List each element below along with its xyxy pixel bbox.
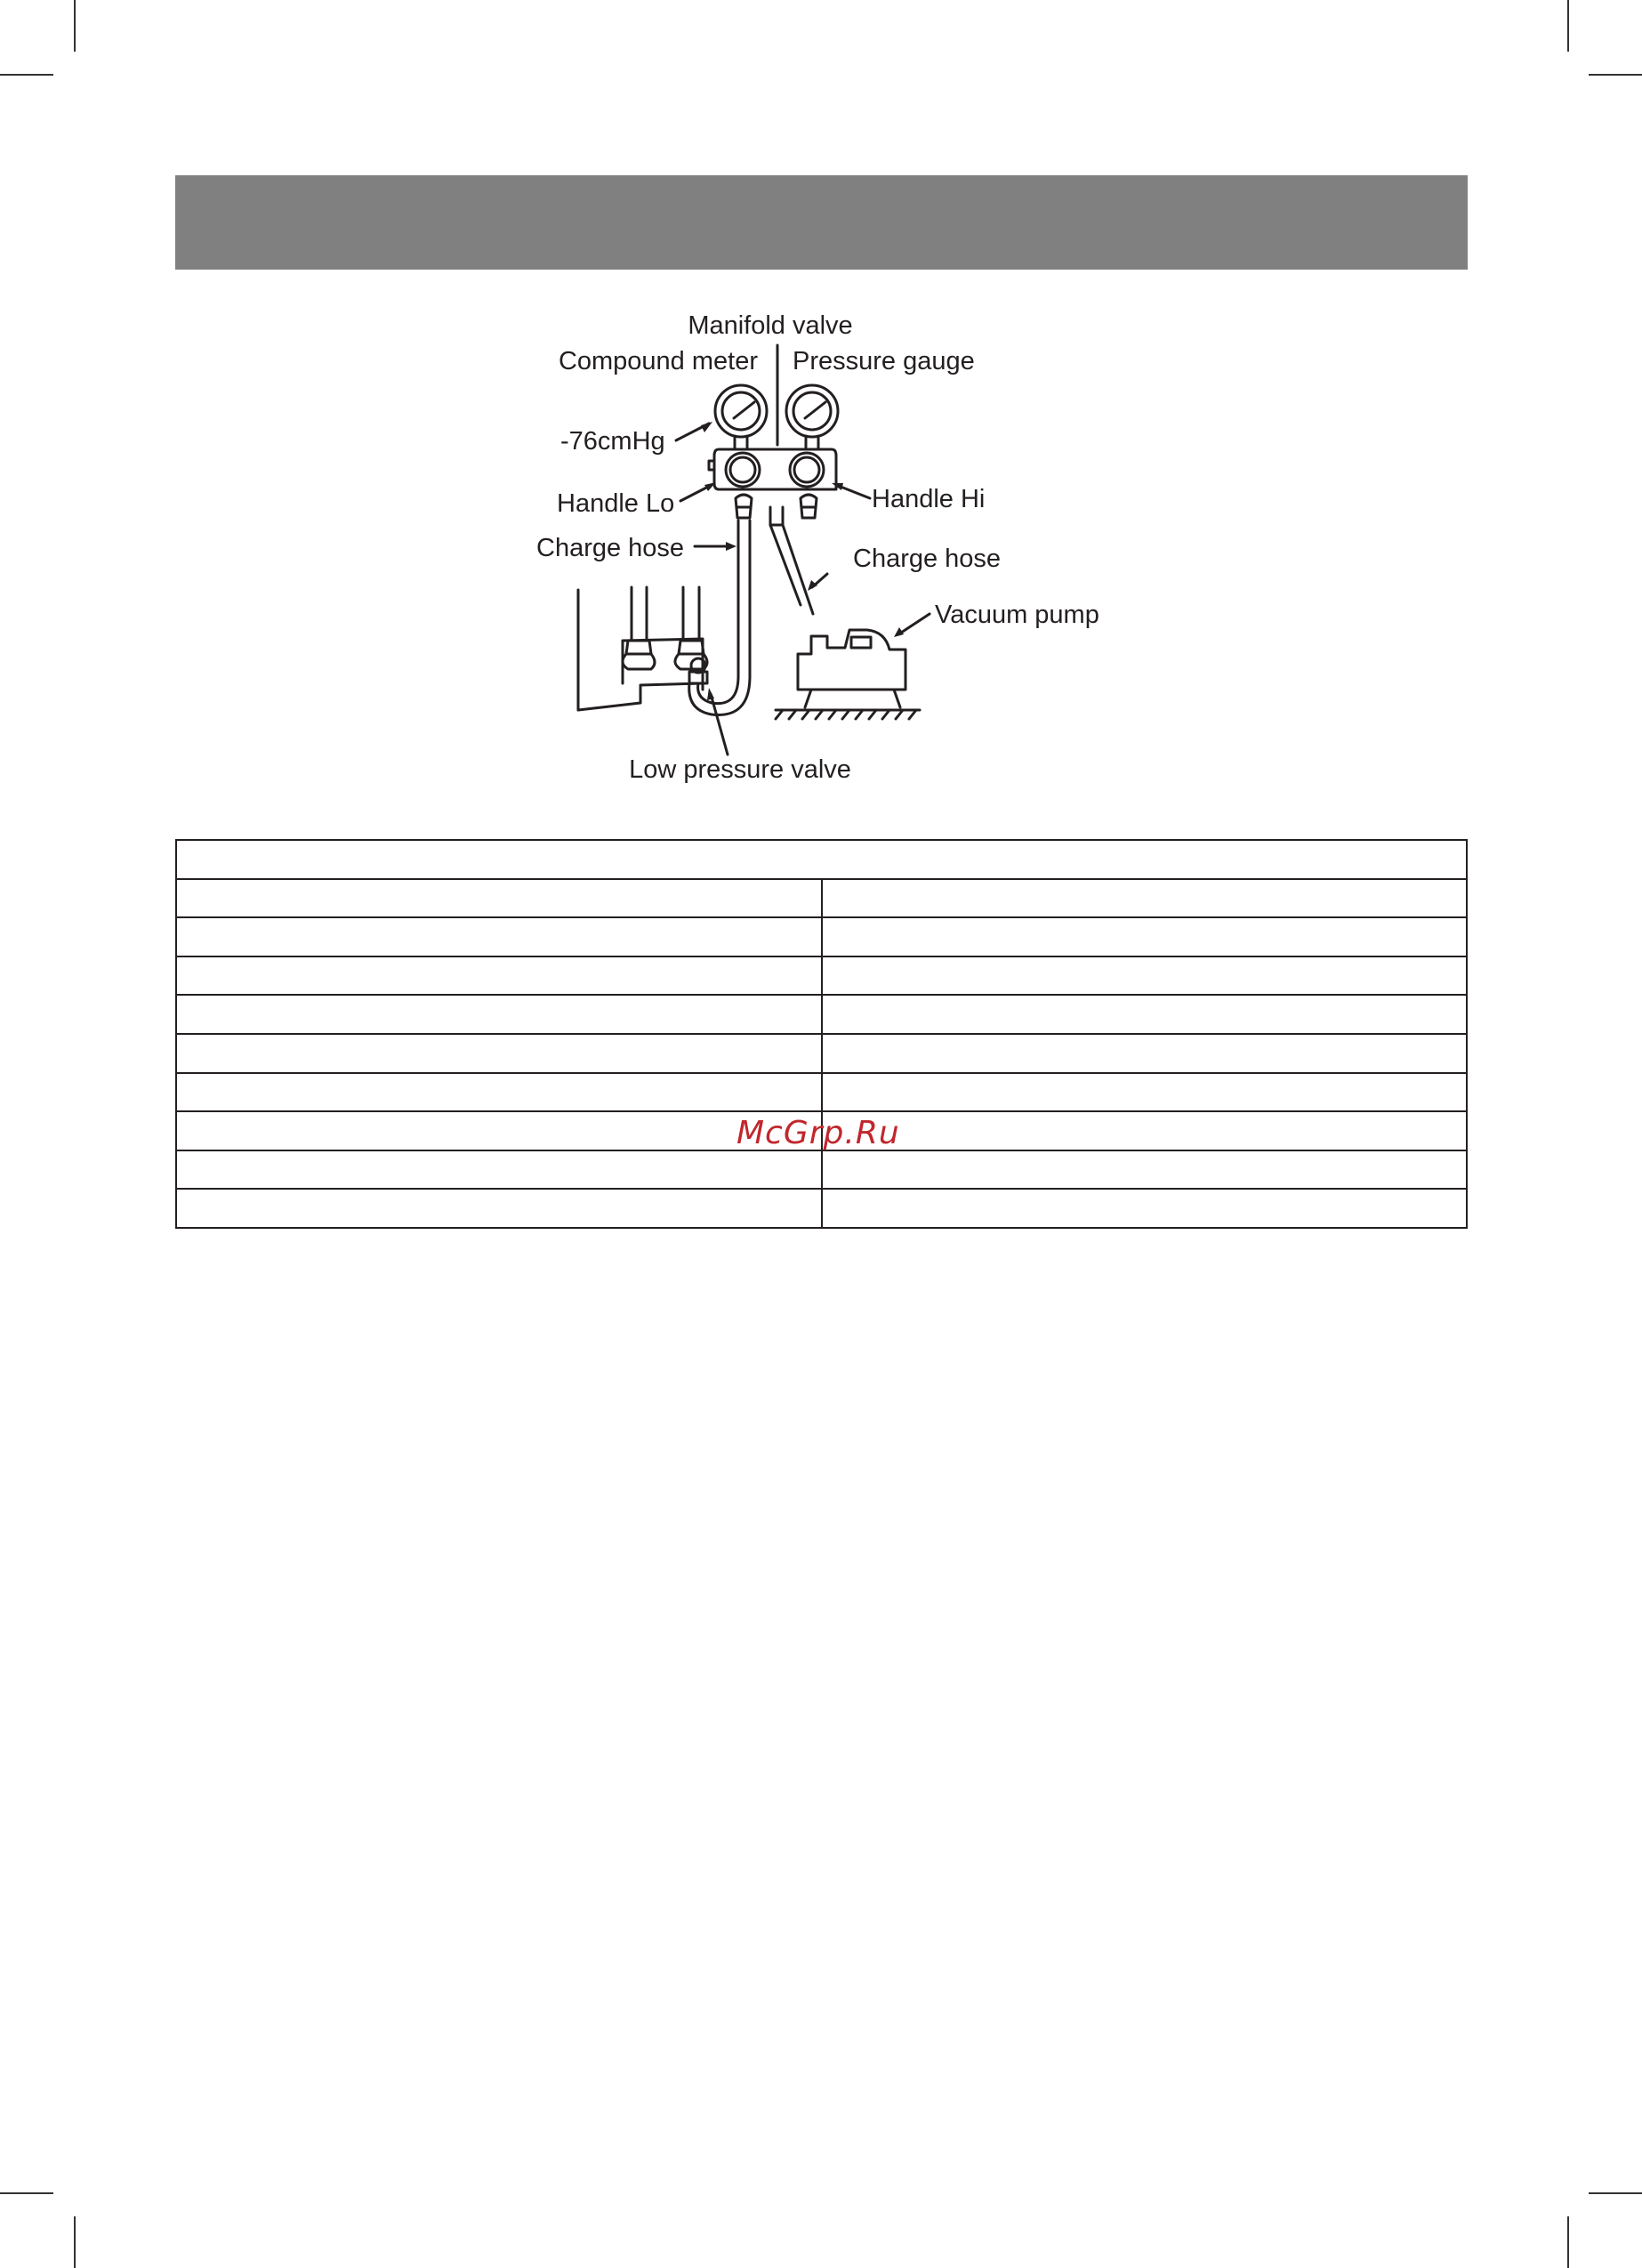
label-manifold-valve: Manifold valve [688, 311, 853, 340]
table-cell-value [822, 917, 1468, 956]
table-row [176, 879, 1467, 918]
table-cell-label [176, 956, 822, 996]
crop-mark-bottom-left-h [0, 2192, 53, 2194]
label-vacuum-reading: -76cmHg [560, 427, 665, 456]
vacuum-setup-diagram [0, 0, 1642, 801]
label-low-pressure-valve: Low pressure valve [629, 755, 851, 784]
table-row [176, 1034, 1467, 1073]
crop-mark-bottom-right-h [1589, 2192, 1642, 2194]
crop-mark-bottom-left-v [74, 2216, 76, 2268]
crop-mark-bottom-right-v [1567, 2216, 1569, 2268]
label-handle-hi: Handle Hi [872, 485, 986, 513]
table-cell-label [176, 1073, 822, 1112]
spec-table [175, 839, 1468, 1229]
table-cell-label [176, 879, 822, 918]
label-charge-hose-left: Charge hose [536, 534, 685, 562]
label-handle-lo: Handle Lo [557, 489, 675, 518]
label-compound-meter: Compound meter [558, 347, 758, 375]
table-cell-label [176, 917, 822, 956]
watermark: McGrp.Ru [736, 1115, 900, 1151]
table-cell-value [822, 995, 1468, 1034]
table-row [176, 956, 1467, 996]
label-charge-hose-right: Charge hose [853, 545, 1002, 573]
table-cell-value [822, 956, 1468, 996]
label-vacuum-pump: Vacuum pump [935, 601, 1099, 629]
table-row [176, 1189, 1467, 1228]
table-row [176, 1150, 1467, 1190]
table-cell-label [176, 995, 822, 1034]
table-cell-value [822, 879, 1468, 918]
table-cell-value [822, 1150, 1468, 1190]
table-cell-label [176, 1189, 822, 1228]
table-row [176, 995, 1467, 1034]
table-cell-label [176, 1034, 822, 1073]
table-header-cell [176, 840, 1467, 879]
table-cell-value [822, 1034, 1468, 1073]
label-pressure-gauge: Pressure gauge [793, 347, 975, 375]
table-cell-value [822, 1189, 1468, 1228]
table-cell-value [822, 1111, 1468, 1150]
table-row [176, 917, 1467, 956]
table-cell-value [822, 1073, 1468, 1112]
table-header-row [176, 840, 1467, 879]
table-cell-label [176, 1111, 822, 1150]
table-row [176, 1073, 1467, 1112]
table-cell-label [176, 1150, 822, 1190]
